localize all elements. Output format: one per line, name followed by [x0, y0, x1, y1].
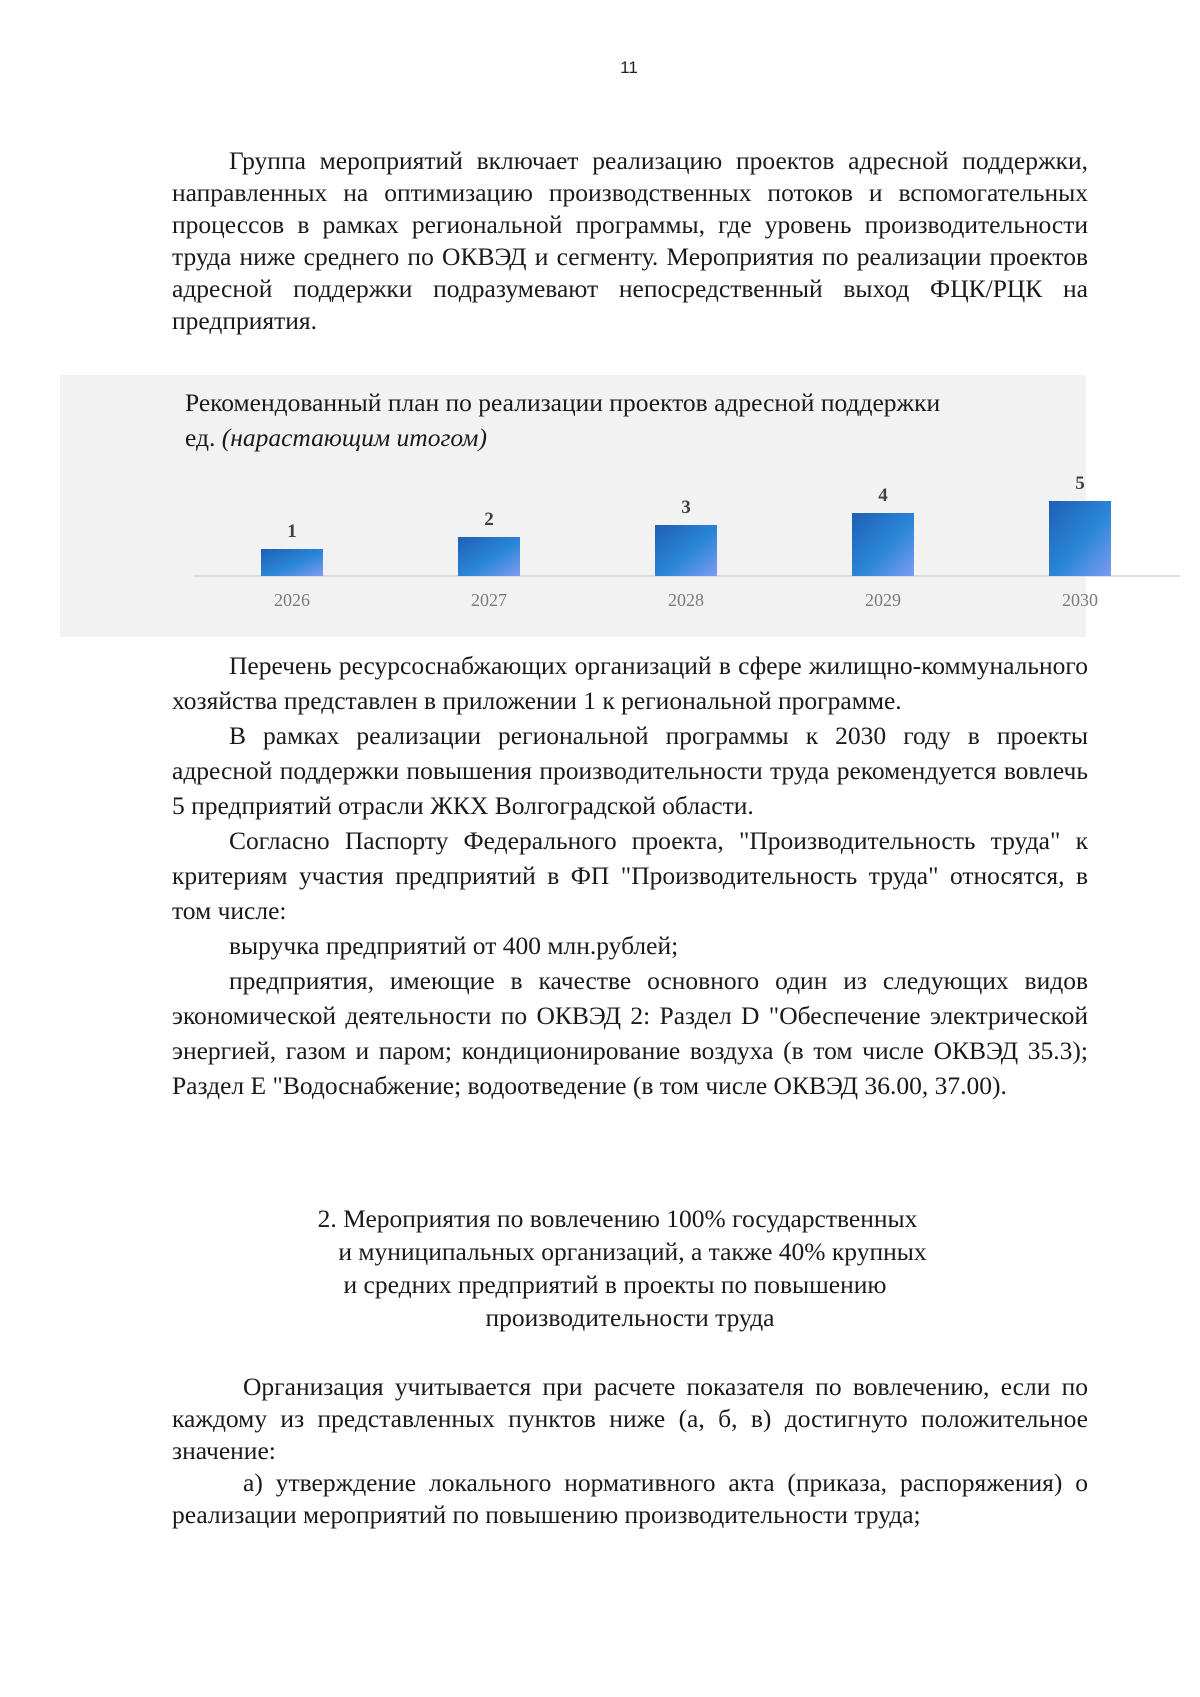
- paragraph-2030-target: В рамках реализации региональной программы к 2030 году в проекты адресной поддержки повышения производительности труда рекомендуется вовлечь 5 предприятий отрасли ЖКХ Волгоградской области.: [172, 721, 1088, 820]
- data-label: 1: [287, 521, 297, 542]
- chart-title-sub: [185, 420, 940, 455]
- section-heading: [172, 1202, 1088, 1334]
- page-number: 11: [620, 58, 638, 77]
- paragraph-okved: предприятия, имеющие в качестве основного один из следующих видов экономической деятельности по ОКВЭД 2: Раздел D "Обеспечение электрической энергией, газом и паром; кондиционирование воздуха (в том числе ОКВЭД 35.3); Раздел Е "Водоснабжение; водоотведение (в том числе ОКВЭД 36.00, 37.00).: [172, 966, 1088, 1100]
- paragraph-passport: Согласно Паспорту Федерального проекта, "Производительность труда" к критериям участия предприятий в ФП "Производительность труда" относятся, в том числе:: [172, 826, 1088, 925]
- data-label: 2: [484, 509, 494, 530]
- paragraph-revenue: выручка предприятий от 400 млн.рублей;: [229, 931, 679, 960]
- heading-line: 2. Мероприятия по вовлечению 100% государственных: [317, 1204, 918, 1233]
- body-section-criteria: [172, 1371, 1088, 1531]
- paragraph-group-measures: [172, 145, 1088, 337]
- data-label: 4: [878, 485, 888, 506]
- heading-line: производительности труда: [485, 1303, 775, 1332]
- paragraph-resource-list: Перечень ресурсоснабжающих организаций в сфере жилищно-коммунального хозяйства представлен в приложении 1 к региональной программе.: [172, 651, 1088, 715]
- x-tick-label: 2029: [865, 590, 901, 610]
- data-label: 3: [681, 497, 691, 518]
- x-tick-label: 2028: [668, 590, 704, 610]
- paragraph-organization: Организация учитывается при расчете показателя по вовлечению, если по каждому из представленных пунктов ниже (а, б, в) достигнуто положительное значение:: [172, 1372, 1088, 1465]
- heading-line: и средних предприятий в проекты по повышению: [343, 1270, 887, 1299]
- chart-title-note: (нарастающим итогом): [221, 423, 487, 452]
- chart-title-main: Рекомендованный план по реализации проектов адресной поддержки: [185, 388, 941, 417]
- paragraph-text: Группа мероприятий включает реализацию проектов адресной поддержки, направленных на оптимизацию производственных потоков и вспомогательных процессов в рамках региональной программы, где уровень производительности труда ниже среднего по ОКВЭД и сегменту. Мероприятия по реализации проектов адресной поддержки подразумевают непосредственный выход ФЦК/РЦК на предприятия.: [172, 146, 1088, 335]
- chart-title: [185, 385, 940, 455]
- chart-title-unit: ед.: [185, 423, 216, 452]
- paragraph-item-a: а) утверждение локального нормативного акта (приказа, распоряжения) о реализации мероприятий по повышению производительности труда;: [172, 1468, 1088, 1529]
- x-tick-label: 2030: [1062, 590, 1098, 610]
- heading-line: и муниципальных организаций, а также 40% крупных: [338, 1237, 927, 1266]
- x-tick-label: 2027: [471, 590, 507, 610]
- x-tick-label: 2026: [274, 590, 310, 610]
- body-section: [172, 648, 1088, 1103]
- data-label: 5: [1075, 473, 1085, 494]
